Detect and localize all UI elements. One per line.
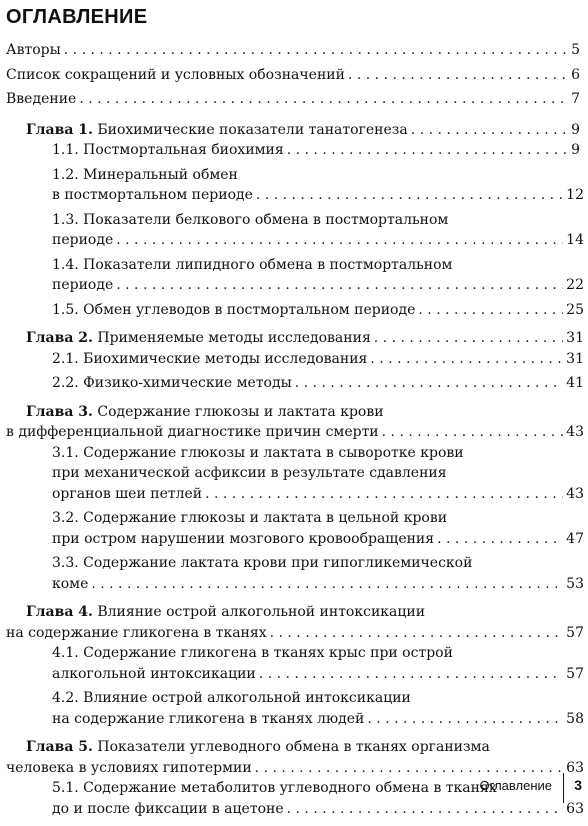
page-title: ОГЛАВЛЕНИЕ bbox=[6, 6, 148, 28]
toc-entry-3-1-line1[interactable]: 3.1. Содержание глюкозы и лактата в сыворотке крови bbox=[52, 444, 464, 461]
footer-divider bbox=[563, 773, 564, 803]
toc-entry-abbreviations[interactable]: Список сокращений и условных обозначений . . . 6 bbox=[0, 65, 588, 86]
chapter-4 bbox=[0, 602, 588, 729]
toc-entry-chapter-5[interactable]: человека в условиях гипотермии . . . 63 bbox=[0, 758, 588, 779]
toc-entry-chapter-5-line1[interactable]: Глава 5. Показатели углеводного обмена в тканях организма bbox=[26, 739, 490, 755]
toc-entry-4-2[interactable]: на содержание гликогена в тканях людей . . . 58 bbox=[0, 709, 588, 730]
page-number: 3 bbox=[574, 777, 582, 793]
toc-entry-1-3[interactable]: периоде . . . 14 bbox=[0, 230, 588, 251]
toc-entry-3-3-line1[interactable]: 3.3. Содержание лактата крови при гипогликемической bbox=[52, 555, 473, 571]
toc-entry-1-3-line1[interactable]: 1.3. Показатели белкового обмена в постмортальном bbox=[52, 211, 449, 228]
toc-entry-5-1-line1[interactable]: 5.1. Содержание метаболитов углеводного обмена в тканях bbox=[52, 780, 497, 796]
toc-entry-2-1[interactable]: 2.1. Биохимические методы исследования . . . 31 bbox=[0, 349, 588, 370]
chapter-2 bbox=[0, 328, 588, 394]
toc-entry-authors[interactable]: Авторы . . . 5 bbox=[0, 40, 588, 61]
toc-entry-chapter-1[interactable]: Глава 1. Биохимические показатели танатогенеза . . . 9 bbox=[0, 120, 588, 141]
table-of-contents bbox=[0, 40, 588, 826]
toc-entry-1-2[interactable]: в постмортальном периоде . . . 12 bbox=[0, 185, 588, 206]
toc-entry-1-4[interactable]: периоде . . . 22 bbox=[0, 275, 588, 296]
toc-entry-chapter-2[interactable]: Глава 2. Применяемые методы исследования . . . 31 bbox=[0, 328, 588, 349]
toc-entry-1-4-line1[interactable]: 1.4. Показатели липидного обмена в постмортальном bbox=[52, 256, 453, 273]
toc-entry-3-3[interactable]: коме . . . 53 bbox=[0, 574, 588, 595]
toc-entry-chapter-3-line1[interactable]: Глава 3. Содержание глюкозы и лактата крови bbox=[26, 403, 384, 420]
toc-entry-4-1[interactable]: алкогольной интоксикации . . . 57 bbox=[0, 664, 588, 685]
chapter-1 bbox=[0, 120, 588, 321]
toc-entry-5-1[interactable]: до и после фиксации в ацетоне . . . 63 bbox=[0, 799, 588, 820]
toc-entry-3-2[interactable]: при остром нарушении мозгового кровообращения . . . 47 bbox=[0, 529, 588, 550]
running-header-label: Оглавление bbox=[479, 778, 552, 793]
toc-entry-1-5[interactable]: 1.5. Обмен углеводов в постмортальном периоде . . . 25 bbox=[0, 300, 588, 321]
toc-entry-1-1[interactable]: 1.1. Постмортальная биохимия . . . 9 bbox=[0, 140, 588, 161]
toc-entry-chapter-4[interactable]: на содержание гликогена в тканях . . . 57 bbox=[0, 623, 588, 644]
toc-entry-3-1[interactable]: органов шеи петлей . . . 43 bbox=[0, 484, 588, 505]
chapter-3 bbox=[0, 402, 588, 595]
toc-entry-1-2-line1[interactable]: 1.2. Минеральный обмен bbox=[52, 166, 238, 183]
toc-entry-chapter-4-line1[interactable]: Глава 4. Влияние острой алкогольной интоксикации bbox=[26, 604, 426, 620]
toc-entry-4-2-line1[interactable]: 4.2. Влияние острой алкогольной интоксикации bbox=[52, 690, 411, 706]
toc-entry-chapter-3[interactable]: в дифференциальной диагностике причин смерти . . . 43 bbox=[0, 422, 588, 443]
toc-entry-introduction[interactable]: Введение . . . 7 bbox=[0, 89, 588, 110]
page-footer bbox=[388, 769, 588, 803]
toc-entry-4-1-line1[interactable]: 4.1. Содержание гликогена в тканях крыс при острой bbox=[52, 645, 453, 661]
front-matter bbox=[0, 40, 588, 110]
toc-entry-3-1-line2[interactable]: при механической асфиксии в результате сдавления bbox=[52, 465, 447, 481]
toc-entry-3-2-line1[interactable]: 3.2. Содержание глюкозы и лактата в цельной крови bbox=[52, 510, 448, 526]
toc-entry-2-2[interactable]: 2.2. Физико-химические методы . . . 41 bbox=[0, 373, 588, 394]
